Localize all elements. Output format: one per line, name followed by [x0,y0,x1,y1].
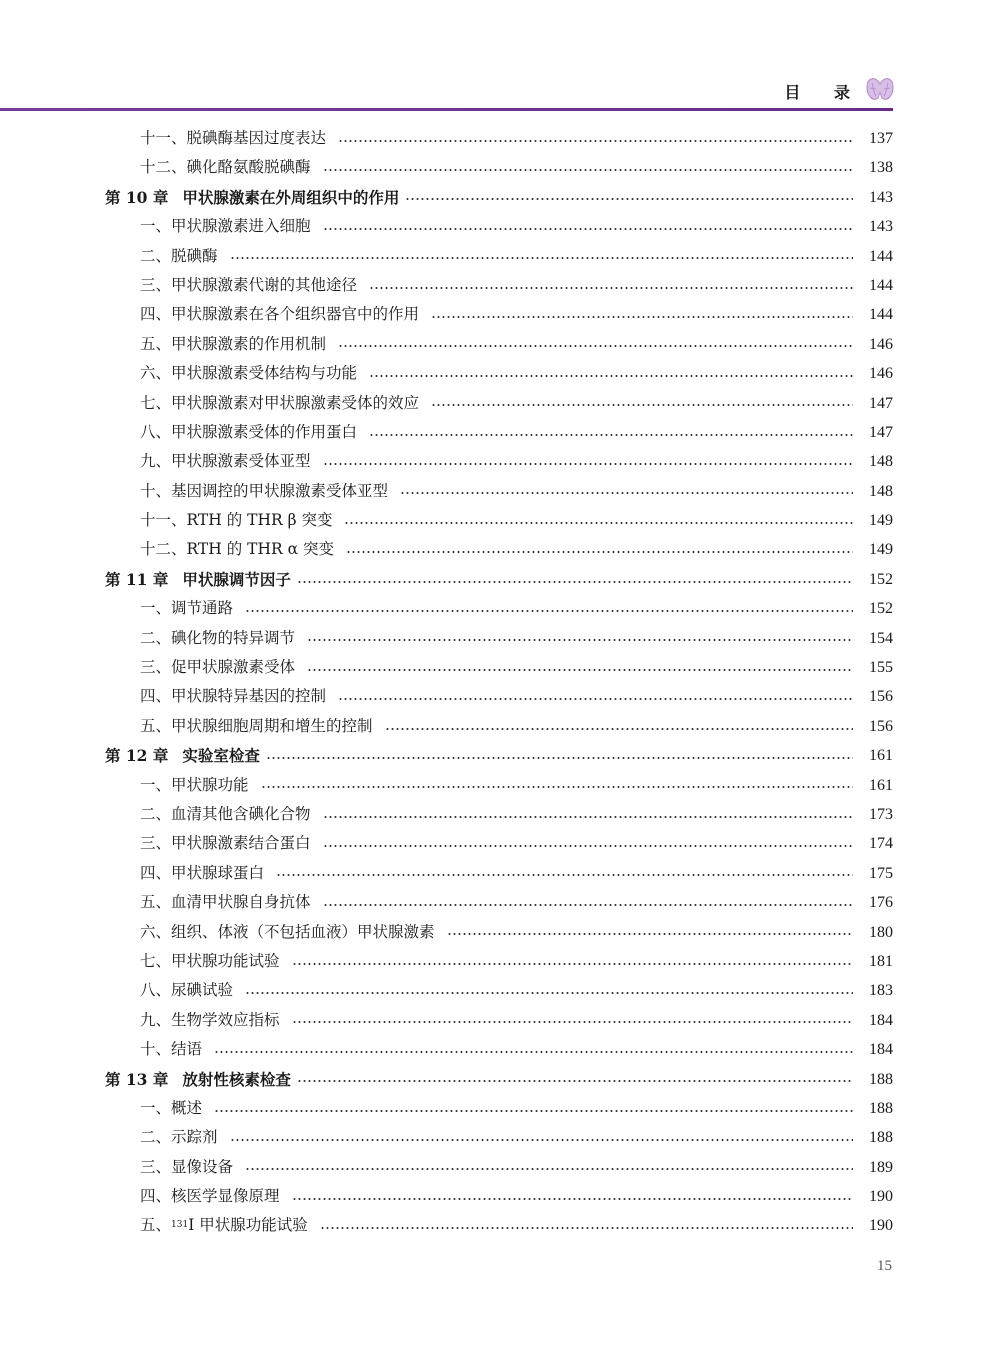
entry-number: 四、 [140,863,172,882]
entry-number: 八、 [140,981,172,1000]
entry-page-number: 176 [869,894,893,912]
toc-section-row[interactable] [0,447,1000,476]
entry-page-number: 152 [869,570,893,588]
entry-title: 血清其他含碘化合物 [171,804,311,823]
toc-section-row[interactable] [0,506,1000,535]
dot-leader [323,904,853,906]
entry-title: 放射性核素检查 [182,1069,291,1089]
entry-number: 二、 [140,1128,172,1147]
entry-number: 八、 [140,422,172,441]
toc-section-row[interactable] [0,947,1000,976]
entry-page-number: 161 [869,747,893,765]
toc-section-row[interactable] [0,682,1000,711]
entry-title: 甲状腺激素对甲状腺激素受体的效应 [171,393,420,412]
entry-number: 十一、 [140,129,187,147]
entry-page-number: 183 [869,982,893,1000]
toc-section-row[interactable] [0,153,1000,182]
entry-title: 脱碘酶基因过度表达 [186,129,327,147]
toc-section-row[interactable] [0,1094,1000,1123]
entry-title: 甲状腺激素在外周组织中的作用 [182,187,400,207]
toc-chapter-row[interactable] [0,565,1000,594]
page-number: 15 [877,1258,892,1274]
dot-leader [261,786,853,788]
entry-page-number: 188 [869,1070,893,1088]
entry-title: 甲状腺调节因子 [182,569,291,589]
entry-page-number: 161 [869,776,893,794]
entry-number: 六、 [140,922,172,941]
entry-title: 甲状腺激素受体结构与功能 [171,364,358,383]
thyroid-icon [864,74,896,106]
entry-title: 尿碘试验 [171,981,234,1000]
dot-leader [338,698,853,700]
dot-leader [400,492,853,494]
entry-number: 十二、 [140,158,187,177]
dot-leader [214,1051,853,1053]
entry-page-number: 173 [869,805,893,823]
entry-page-number: 147 [869,423,893,441]
entry-number: 第 10 章 [105,187,169,207]
toc-section-row[interactable] [0,1123,1000,1152]
entry-page-number: 188 [869,1129,893,1147]
toc-section-row[interactable] [0,918,1000,947]
dot-leader [323,169,853,171]
entry-title: 生物学效应指标 [171,1010,280,1029]
entry-title: 调节通路 [171,599,234,618]
page-header [0,70,1000,110]
entry-number: 五、 [140,716,172,735]
entry-title: 促甲状腺激素受体 [171,658,296,677]
entry-number: 九、 [140,1010,172,1029]
entry-number: 四、 [140,305,172,324]
entry-title: 血清甲状腺自身抗体 [171,893,311,912]
dot-leader [230,1139,853,1141]
dot-leader [431,404,853,406]
dot-leader [369,434,853,436]
entry-title: 甲状腺球蛋白 [171,863,265,882]
entry-number: 七、 [140,393,172,412]
entry-page-number: 149 [869,541,893,559]
entry-page-number: 155 [869,659,893,677]
entry-number: 五、 [140,334,172,353]
entry-page-number: 190 [869,1188,893,1206]
toc-section-row[interactable] [0,271,1000,300]
entry-number: 十、 [140,1040,172,1059]
toc-chapter-row[interactable] [0,1065,1000,1094]
entry-title: 示踪剂 [171,1128,218,1147]
dot-leader [266,757,853,759]
toc-section-row[interactable] [0,418,1000,447]
entry-number: 九、 [140,452,172,471]
entry-number: 第 13 章 [105,1069,169,1089]
toc-section-row[interactable] [0,624,1000,653]
toc-section-row[interactable] [0,389,1000,418]
toc-section-row[interactable] [0,1182,1000,1211]
toc-section-row[interactable] [0,212,1000,241]
entry-number: 五、 [140,1216,172,1235]
toc-section-row[interactable] [0,712,1000,741]
entry-page-number: 144 [869,306,893,324]
entry-title: 实验室检查 [182,746,260,766]
dot-leader [297,1080,853,1082]
dot-leader [369,287,853,289]
entry-number: 第 12 章 [105,746,169,766]
toc-section-row[interactable] [0,124,1000,153]
entry-page-number: 174 [869,835,893,853]
dot-leader [214,1110,853,1112]
toc-section-row[interactable] [0,888,1000,917]
toc-section-row[interactable] [0,1035,1000,1064]
entry-page-number: 184 [869,1011,893,1029]
entry-title: 核医学显像原理 [171,1187,280,1206]
toc-section-row[interactable] [0,477,1000,506]
entry-page-number: 137 [869,130,893,147]
toc-chapter-row[interactable] [0,741,1000,770]
entry-number: 十一、 [140,511,187,530]
entry-page-number: 154 [869,629,893,647]
entry-page-number: 156 [869,717,893,735]
dot-leader [344,522,853,524]
toc-section-row[interactable] [0,1006,1000,1035]
toc-section-row[interactable] [0,594,1000,623]
entry-title: I 甲状腺功能试验 [188,1216,308,1235]
entry-title: 甲状腺功能 [171,775,249,794]
entry-page-number: 143 [869,218,893,236]
table-of-contents [0,124,1000,1241]
toc-section-row[interactable] [0,242,1000,271]
entry-number: 二、 [140,804,172,823]
entry-number: 四、 [140,1187,172,1206]
dot-leader [292,1198,853,1200]
entry-title: 甲状腺激素受体的作用蛋白 [171,422,358,441]
toc-section-row[interactable] [0,976,1000,1005]
entry-title: 甲状腺激素的作用机制 [171,334,327,353]
entry-page-number: 147 [869,394,893,412]
entry-number: 一、 [140,1098,172,1117]
entry-page-number: 138 [869,159,893,177]
entry-page-number: 188 [869,1099,893,1117]
entry-number: 一、 [140,217,172,236]
entry-title: RTH 的 THR α 突变 [186,540,334,559]
dot-leader [338,140,853,142]
entry-page-number: 148 [869,453,893,471]
entry-page-number: 148 [869,482,893,500]
dot-leader [245,992,853,994]
entry-title: 甲状腺特异基因的控制 [171,687,327,706]
toc-section-row[interactable] [0,771,1000,800]
toc-section-row[interactable] [0,535,1000,564]
dot-leader [320,1227,853,1229]
entry-page-number: 156 [869,688,893,706]
entry-title: 显像设备 [171,1157,234,1176]
dot-leader [276,874,853,876]
entry-page-number: 190 [869,1217,893,1235]
entry-page-number: 184 [869,1041,893,1059]
entry-number: 一、 [140,599,172,618]
entry-page-number: 144 [869,247,893,265]
entry-superscript: 131 [171,1220,189,1231]
toc-section-row[interactable] [0,359,1000,388]
entry-number: 七、 [140,951,172,970]
dot-leader [338,345,853,347]
entry-page-number: 181 [869,952,893,970]
entry-title: 概述 [171,1098,203,1117]
header-rule [0,108,893,111]
entry-title: 甲状腺激素结合蛋白 [171,834,311,853]
entry-page-number: 149 [869,512,893,530]
entry-title: 甲状腺激素进入细胞 [171,217,311,236]
entry-number: 十二、 [140,540,187,559]
toc-section-row[interactable] [0,653,1000,682]
entry-page-number: 143 [869,188,893,206]
dot-leader [323,845,853,847]
entry-number: 二、 [140,246,172,265]
dot-leader [369,375,853,377]
toc-section-row[interactable] [0,829,1000,858]
dot-leader [292,963,853,965]
entry-title: 甲状腺功能试验 [171,951,280,970]
entry-number: 二、 [140,628,172,647]
entry-title: 碘化酪氨酸脱碘酶 [186,158,311,177]
entry-number: 三、 [140,1157,172,1176]
entry-title: 甲状腺细胞周期和增生的控制 [171,716,373,735]
dot-leader [297,581,853,583]
entry-title: 碘化物的特异调节 [171,628,296,647]
entry-title: 甲状腺激素受体亚型 [171,452,311,471]
entry-page-number: 180 [869,923,893,941]
toc-section-row[interactable] [0,330,1000,359]
entry-page-number: 146 [869,365,893,383]
dot-leader [431,316,853,318]
dot-leader [323,463,853,465]
dot-leader [307,669,853,671]
entry-number: 五、 [140,893,172,912]
entry-page-number: 189 [869,1158,893,1176]
entry-title: 结语 [171,1040,203,1059]
entry-title: RTH 的 THR β 突变 [186,511,333,530]
entry-number: 第 11 章 [105,569,169,589]
entry-page-number: 175 [869,864,893,882]
entry-number: 十、 [140,481,172,500]
toc-section-row[interactable] [0,859,1000,888]
entry-number: 三、 [140,834,172,853]
dot-leader [307,639,853,641]
toc-section-row[interactable] [0,800,1000,829]
dot-leader [405,198,853,200]
toc-section-row[interactable] [0,1153,1000,1182]
dot-leader [245,1168,853,1170]
entry-page-number: 152 [869,600,893,618]
entry-title: 脱碘酶 [171,246,218,265]
entry-title: 组织、体液（不包括血液）甲状腺激素 [171,922,435,941]
dot-leader [323,816,853,818]
entry-number: 三、 [140,658,172,677]
entry-title: 甲状腺激素在各个组织器官中的作用 [171,305,420,324]
toc-section-row[interactable] [0,1211,1000,1240]
dot-leader [292,1021,853,1023]
dot-leader [447,933,853,935]
entry-page-number: 144 [869,276,893,294]
entry-number: 四、 [140,687,172,706]
toc-chapter-row[interactable] [0,183,1000,212]
entry-number: 六、 [140,364,172,383]
dot-leader [230,257,853,259]
dot-leader [346,551,853,553]
dot-leader [385,728,853,730]
header-title: 目 录 [784,83,864,102]
entry-number: 一、 [140,775,172,794]
dot-leader [323,228,853,230]
entry-title: 基因调控的甲状腺激素受体亚型 [171,481,389,500]
entry-title: 甲状腺激素代谢的其他途径 [171,275,358,294]
dot-leader [245,610,853,612]
entry-page-number: 146 [869,335,893,353]
toc-section-row[interactable] [0,300,1000,329]
entry-number: 三、 [140,275,172,294]
